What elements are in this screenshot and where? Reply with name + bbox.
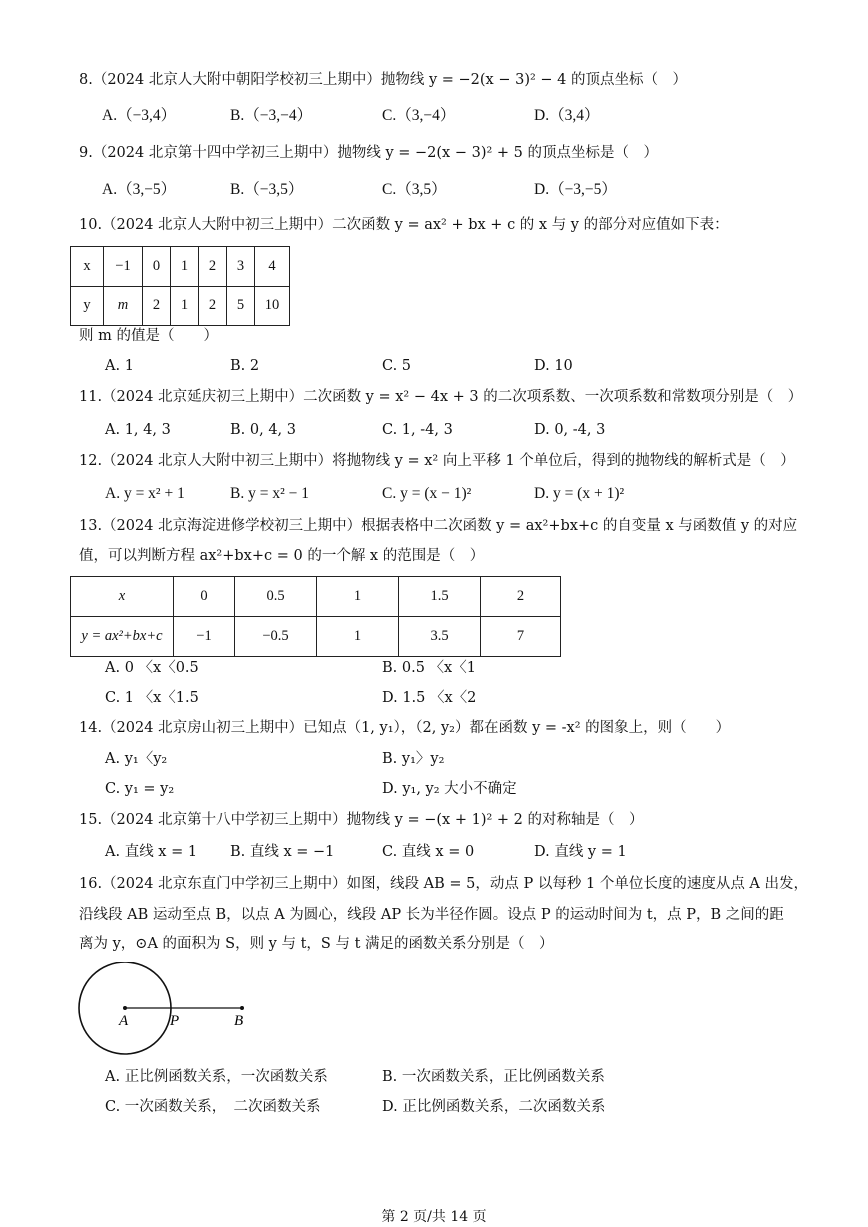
q9-option-a: A.（3,−5） bbox=[102, 181, 177, 198]
q10-option-b: B. 2 bbox=[230, 358, 260, 374]
q13-option-d: D. 1.5 〈x〈2 bbox=[382, 690, 477, 706]
q9-option-b: B.（−3,5） bbox=[230, 181, 304, 198]
q13-cell: 2 bbox=[481, 577, 561, 617]
q13-cell: 0.5 bbox=[235, 577, 317, 617]
q15-option-b: B. 直线 x = −1 bbox=[230, 844, 335, 860]
q12-option-b: B. y = x² − 1 bbox=[230, 485, 309, 502]
q8-option-a: A.（−3,4） bbox=[102, 107, 177, 124]
q14-option-d: D. y₁, y₂ 大小不确定 bbox=[382, 781, 517, 797]
q13-cell: 7 bbox=[481, 617, 561, 657]
q13-cell: y = ax²+bx+c bbox=[71, 617, 174, 657]
point-a bbox=[123, 1006, 127, 1010]
q12-option-c: C. y = (x − 1)² bbox=[382, 485, 472, 502]
q10-cell: 1 bbox=[171, 286, 199, 326]
q11-option-d: D. 0, -4, 3 bbox=[534, 422, 606, 438]
q9-option-c: C.（3,5） bbox=[382, 181, 447, 198]
q13-stem-line1: 13.（2024 北京海淀进修学校初三上期中）根据表格中二次函数 y = ax²+bx+c 的自变量 x 与函数值 y 的对应 bbox=[79, 518, 798, 534]
q9-option-d: D.（−3,−5） bbox=[534, 181, 617, 198]
label-b: B bbox=[234, 1013, 244, 1029]
q12-option-d: D. y = (x + 1)² bbox=[534, 485, 625, 502]
q13-cell: −1 bbox=[174, 617, 235, 657]
q13-cell: 1.5 bbox=[399, 577, 481, 617]
q10-cell: 4 bbox=[255, 247, 290, 287]
label-a: A bbox=[119, 1013, 129, 1029]
q10-cell: −1 bbox=[104, 247, 143, 287]
q13-option-c: C. 1 〈x〈1.5 bbox=[105, 690, 199, 706]
page-footer: 第 2 页/共 14 页 bbox=[381, 1209, 487, 1225]
q13-stem-line2: 值，可以判断方程 ax²+bx+c = 0 的一个解 x 的范围是（ ） bbox=[79, 548, 485, 564]
q13-cell: 0 bbox=[174, 577, 235, 617]
q13-value-table bbox=[70, 576, 561, 657]
q16-option-a: A. 正比例函数关系，一次函数关系 bbox=[105, 1069, 328, 1085]
q10-cell: 2 bbox=[143, 286, 171, 326]
q16-option-c: C. 一次函数关系， 二次函数关系 bbox=[105, 1099, 321, 1115]
q10-cell: 3 bbox=[227, 247, 255, 287]
q12-stem: 12.（2024 北京人大附中初三上期中）将抛物线 y = x² 向上平移 1 个单位后，得到的抛物线的解析式是（ ） bbox=[79, 453, 795, 469]
q10-cell: 0 bbox=[143, 247, 171, 287]
q12-option-a: A. y = x² + 1 bbox=[105, 485, 185, 502]
q10-followup: 则 m 的值是（ ） bbox=[79, 328, 218, 344]
q8-option-d: D.（3,4） bbox=[534, 107, 600, 124]
q16-stem-line1: 16.（2024 北京东直门中学初三上期中）如图，线段 AB = 5，动点 P 以每秒 1 个单位长度的速度从点 A 出发， bbox=[79, 876, 809, 892]
q10-cell: 2 bbox=[199, 247, 227, 287]
q15-stem: 15.（2024 北京第十八中学初三上期中）抛物线 y = −(x + 1)² + 2 的对称轴是（ ） bbox=[79, 812, 644, 828]
q13-option-b: B. 0.5 〈x〈1 bbox=[382, 660, 476, 676]
q14-stem: 14.（2024 北京房山初三上期中）已知点（1, y₁），（2, y₂）都在函数 y = -x² 的图象上，则（ ） bbox=[79, 720, 731, 736]
q8-stem: 8.（2024 北京人大附中朝阳学校初三上期中）抛物线 y = −2(x − 3)² − 4 的顶点坐标（ ） bbox=[79, 72, 687, 88]
q15-option-d: D. 直线 y = 1 bbox=[534, 844, 627, 860]
q10-option-c: C. 5 bbox=[382, 358, 412, 374]
q15-option-a: A. 直线 x = 1 bbox=[105, 844, 198, 860]
q10-cell: 10 bbox=[255, 286, 290, 326]
q14-option-c: C. y₁ = y₂ bbox=[105, 781, 175, 797]
q16-option-d: D. 正比例函数关系，二次函数关系 bbox=[382, 1099, 606, 1115]
q8-option-b: B.（−3,−4） bbox=[230, 107, 313, 124]
q16-stem-line2: 沿线段 AB 运动至点 B，以点 A 为圆心，线段 AP 长为半径作圆。设点 P 的运动时间为 t，点 P，B 之间的距 bbox=[79, 907, 784, 923]
q10-option-d: D. 10 bbox=[534, 358, 573, 374]
q13-cell: −0.5 bbox=[235, 617, 317, 657]
label-p: P bbox=[170, 1013, 180, 1029]
q16-circle-figure bbox=[70, 962, 260, 1062]
q16-option-b: B. 一次函数关系，正比例函数关系 bbox=[382, 1069, 605, 1085]
q13-option-a: A. 0 〈x〈0.5 bbox=[105, 660, 199, 676]
q13-cell: 1 bbox=[317, 617, 399, 657]
q13-cell: 3.5 bbox=[399, 617, 481, 657]
point-b bbox=[240, 1006, 244, 1010]
q10-stem: 10.（2024 北京人大附中初三上期中）二次函数 y = ax² + bx + c 的 x 与 y 的部分对应值如下表： bbox=[79, 217, 729, 233]
q10-cell: 2 bbox=[199, 286, 227, 326]
q10-cell: y bbox=[71, 286, 104, 326]
q11-stem: 11.（2024 北京延庆初三上期中）二次函数 y = x² − 4x + 3 的二次项系数、一次项系数和常数项分别是（ ） bbox=[79, 389, 803, 405]
q14-option-b: B. y₁〉y₂ bbox=[382, 751, 445, 767]
q15-option-c: C. 直线 x = 0 bbox=[382, 844, 475, 860]
q11-option-a: A. 1, 4, 3 bbox=[105, 422, 171, 438]
q8-option-c: C.（3,−4） bbox=[382, 107, 456, 124]
q16-stem-line3: 离为 y，⊙A 的面积为 S，则 y 与 t，S 与 t 满足的函数关系分别是（ ） bbox=[79, 936, 554, 952]
q14-option-a: A. y₁〈y₂ bbox=[105, 751, 168, 767]
q10-cell: 5 bbox=[227, 286, 255, 326]
q13-cell: 1 bbox=[317, 577, 399, 617]
q10-value-table bbox=[70, 246, 290, 326]
q10-cell: m bbox=[104, 286, 143, 326]
q10-cell: 1 bbox=[171, 247, 199, 287]
q10-cell: x bbox=[71, 247, 104, 287]
q11-option-c: C. 1, -4, 3 bbox=[382, 422, 453, 438]
q11-option-b: B. 0, 4, 3 bbox=[230, 422, 296, 438]
q9-stem: 9.（2024 北京第十四中学初三上期中）抛物线 y = −2(x − 3)² + 5 的顶点坐标是（ ） bbox=[79, 145, 658, 161]
q10-option-a: A. 1 bbox=[105, 358, 134, 374]
q13-cell: x bbox=[71, 577, 174, 617]
